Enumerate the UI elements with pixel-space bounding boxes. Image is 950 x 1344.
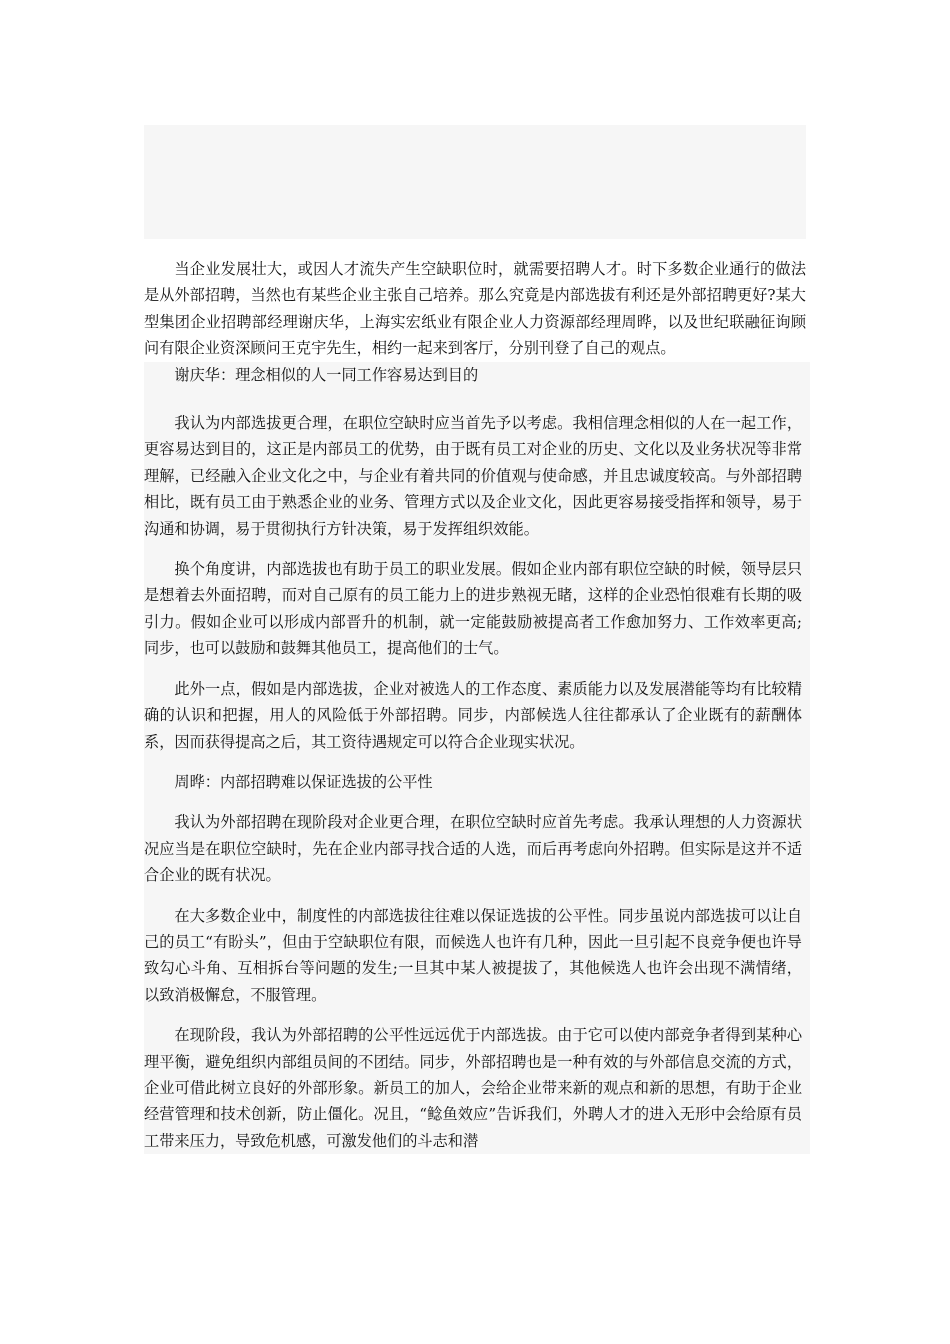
section-1-paragraph-3: 此外一点，假如是内部选拔，企业对被选人的工作态度、素质能力以及发展潜能等均有比较精确的认识和把握，用人的风险低于外部招聘。同步，内部候选人往往都承认了企业既有的薪酬体系，因而获得提高之后，其工资待遇规定可以符合企业现实状况。 bbox=[144, 679, 802, 751]
section-2-heading: 周晔：内部招聘难以保证选拔的公平性 bbox=[174, 772, 433, 791]
section-2-paragraph-2: 在大多数企业中，制度性的内部选拔往往难以保证选拔的公平性。同步虽说内部选拔可以让自己的员工“有盼头”，但由于空缺职位有限，而候选人也许有几种，因此一旦引起不良竞争便也许导致勾心斗角、互相拆台等问题的发生;一旦其中某人被提拔了，其他候选人也许会出现不满情绪，以致消极懈怠，不服管理。 bbox=[144, 906, 802, 1004]
section-2-paragraph-3: 在现阶段，我认为外部招聘的公平性远远优于内部选拔。由于它可以使内部竞争者得到某种心理平衡，避免组织内部组员间的不团结。同步，外部招聘也是一种有效的与外部信息交流的方式，企业可借此树立良好的外部形象。新员工的加人，会给企业带来新的观点和新的思想，有助于企业经营管理和技术创新，防止僵化。况且，“鲶鱼效应”告诉我们，外聘人才的进入无形中会给原有员工带来压力，导致危机感，可激发他们的斗志和潜 bbox=[144, 1026, 802, 1150]
section-1-heading: 谢庆华：理念相似的人一同工作容易达到目的 bbox=[174, 365, 479, 384]
section-1-paragraph-2: 换个角度讲，内部选拔也有助于员工的职业发展。假如企业内部有职位空缺的时候，领导层只是想着去外面招聘，而对自己原有的员工能力上的进步熟视无睹，这样的企业恐怕很难有长期的吸引力。假如企业可以形成内部晋升的机制，就一定能鼓励被提高者工作愈加努力、工作效率更高;同步，也可以鼓励和鼓舞其他员工，提高他们的士气。 bbox=[144, 560, 802, 658]
section-2-paragraph-1: 我认为外部招聘在现阶段对企业更合理，在职位空缺时应首先考虑。我承认理想的人力资源状况应当是在职位空缺时，先在企业内部寻找合适的人选，而后再考虑向外招聘。但实际是这并不适合企业的既有状况。 bbox=[144, 813, 802, 885]
section-1-paragraph-1: 我认为内部选拔更合理，在职位空缺时应当首先予以考虑。我相信理念相似的人在一起工作，更容易达到目的，这正是内部员工的优势，由于既有员工对企业的历史、文化以及业务状况等非常理解，已经融入企业文化之中，与企业有着共同的价值观与使命感，并且忠诚度较高。与外部招聘相比，既有员工由于熟悉企业的业务、管理方式以及企业文化，因此更容易接受指挥和领导，易于沟通和协调，易于贯彻执行方针决策，易于发挥组织效能。 bbox=[144, 414, 802, 538]
document-body bbox=[144, 256, 810, 1154]
intro-paragraph: 当企业发展壮大，或因人才流失产生空缺职位时，就需要招聘人才。时下多数企业通行的做法是从外部招聘，当然也有某些企业主张自己培养。那么究竟是内部选拔有利还是外部招聘更好?某大型集团企业招聘部经理谢庆华，上海实宏纸业有限企业人力资源部经理周晔，以及世纪联融征询顾问有限企业资深顾问王克宇先生，相约一起来到客厅，分别刊登了自己的观点。 bbox=[144, 260, 806, 358]
top-banner-image bbox=[144, 125, 806, 239]
section-1 bbox=[144, 362, 810, 1155]
